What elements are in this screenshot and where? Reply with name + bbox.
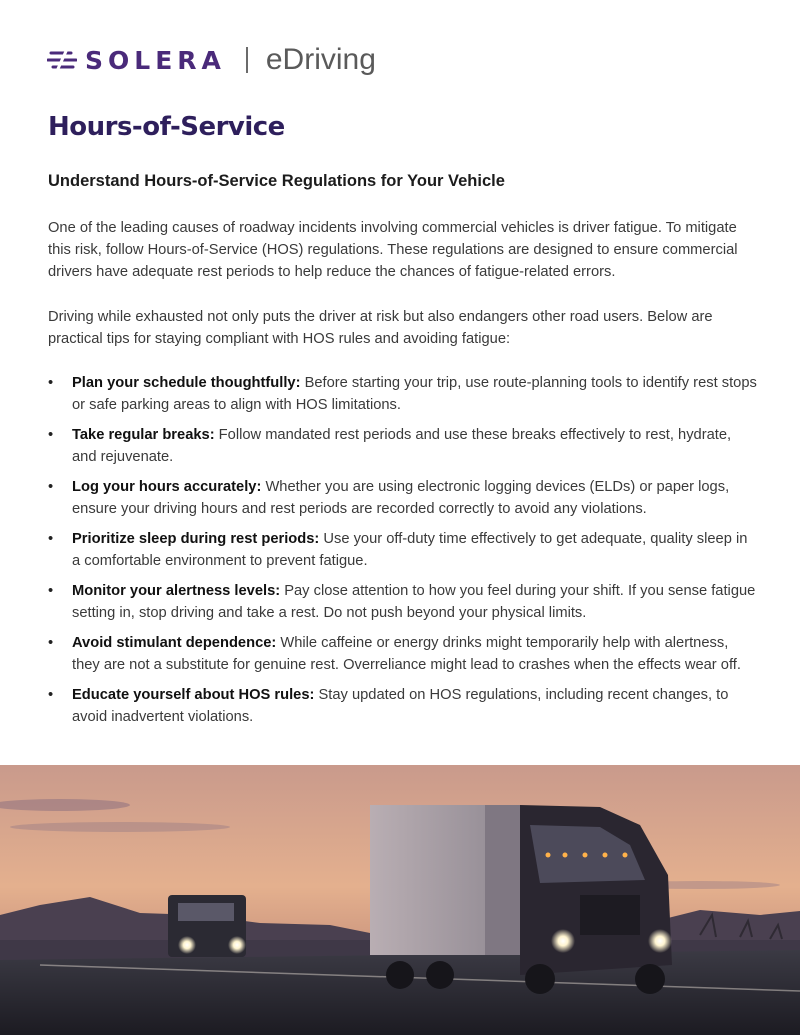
tip-text: Whether you are using electronic logging devices (ELDs) or paper logs, ensure your driving hours and rest periods are recorded correctly to avoid any violations.	[72, 479, 730, 517]
logo	[47, 42, 376, 78]
page-title: Hours-of-Service	[48, 112, 285, 142]
bullet-icon: •	[48, 375, 54, 391]
lead-in-paragraph: Driving while exhausted not only puts the driver at risk but also endangers other road users. Below are practical tips for staying compliant with HOS rules and avoiding fatigue:	[48, 309, 713, 347]
list-item	[48, 632, 758, 676]
tip-text: Pay close attention to how you feel during your shift. If you sense fatigue setting in, stop driving and take a rest. Do not push beyond your physical limits.	[72, 583, 756, 621]
tip-title: Avoid stimulant dependence:	[72, 635, 277, 651]
tip-title: Educate yourself about HOS rules:	[72, 687, 315, 703]
bullet-icon: •	[48, 583, 54, 599]
tip-title: Plan your schedule thoughtfully:	[72, 375, 301, 391]
brand-name: SOLERA	[85, 45, 226, 75]
list-item	[48, 580, 758, 624]
solera-swoosh-icon	[47, 47, 77, 73]
bullet-icon: •	[48, 635, 54, 651]
bullet-icon: •	[48, 427, 54, 443]
page-subtitle: Understand Hours-of-Service Regulations for Your Vehicle	[48, 172, 505, 190]
tip-text: Before starting your trip, use route-planning tools to identify rest stops or safe parking areas to align with HOS limitations.	[72, 375, 757, 413]
bullet-icon: •	[48, 479, 54, 495]
product-name: eDriving	[265, 43, 376, 76]
tip-title: Log your hours accurately:	[72, 479, 262, 495]
tip-title: Take regular breaks:	[72, 427, 215, 443]
tips-list	[48, 372, 758, 736]
list-item	[48, 424, 758, 468]
bullet-icon: •	[48, 687, 54, 703]
tip-text: While caffeine or energy drinks might temporarily help with alertness, they are not a substitute for genuine rest. Overreliance might lead to crashes when the effects wear off.	[72, 635, 741, 673]
tip-title: Prioritize sleep during rest periods:	[72, 531, 320, 547]
trucks-at-dusk-photo	[0, 765, 800, 1035]
logo-divider	[246, 47, 248, 73]
tip-title: Monitor your alertness levels:	[72, 583, 281, 599]
intro-paragraph: One of the leading causes of roadway incidents involving commercial vehicles is driver fatigue. To mitigate this risk, follow Hours-of-Service (HOS) regulations. These regulations are designed to ensure commercial drivers have adequate rest periods to help reduce the chances of fatigue-related errors.	[48, 220, 738, 280]
list-item	[48, 476, 758, 520]
tip-text: Use your off-duty time effectively to get adequate, quality sleep in a comfortable environment to prevent fatigue.	[72, 531, 748, 569]
list-item	[48, 528, 758, 572]
list-item	[48, 684, 758, 728]
list-item	[48, 372, 758, 416]
tip-text: Follow mandated rest periods and use these breaks effectively to rest, hydrate, and rejuvenate.	[72, 427, 732, 465]
tip-text: Stay updated on HOS regulations, including recent changes, to avoid inadvertent violations.	[72, 687, 729, 725]
bullet-icon: •	[48, 531, 54, 547]
